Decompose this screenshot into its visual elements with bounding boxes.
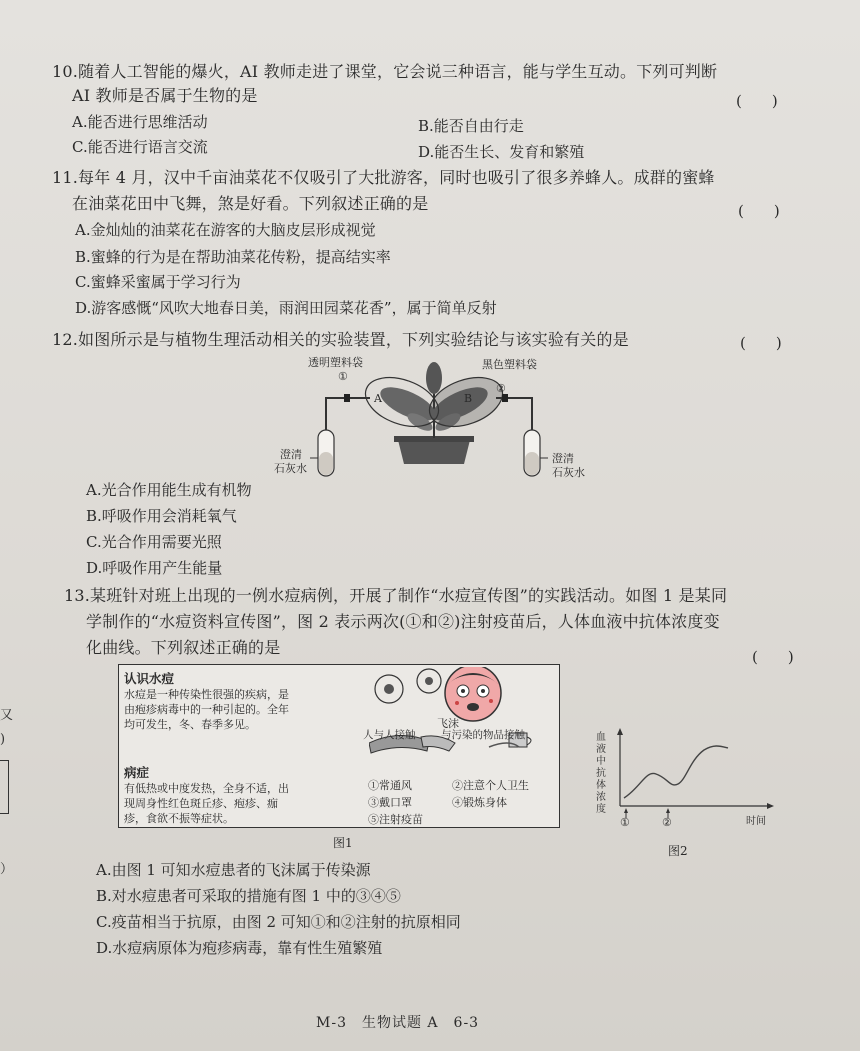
fig1-symptom-line1: 有低热或中度发热，全身不适，出 xyxy=(124,782,289,795)
q10-option-a[interactable]: A.能否进行思维活动 xyxy=(72,113,208,131)
q13-stem-line2: 学制作的“水痘资料宣传图”，图 2 表示两次(①和②)注射疫苗后，人体血液中抗体浓度变 xyxy=(86,612,720,631)
fig1-illustration xyxy=(369,667,555,771)
q12-answer-paren[interactable]: ( ) xyxy=(740,334,782,352)
q11-option-d[interactable]: D.游客感慨“风吹大地春日美，雨润田园菜花香”，属于简单反射 xyxy=(75,299,497,317)
q11-option-c[interactable]: C.蜜蜂采蜜属于学习行为 xyxy=(75,273,241,291)
left-tube xyxy=(326,398,370,432)
edge-mark-1: 又 xyxy=(0,708,14,723)
fig2-xlabel: 时间 xyxy=(746,816,766,827)
label-leaf-a: A xyxy=(374,392,382,405)
q12-stem: 12.如图所示是与植物生理活动相关的实验装置，下列实验结论与该实验有关的是 xyxy=(52,330,629,349)
label-valve-1: ① xyxy=(338,370,348,383)
q13-option-c[interactable]: C.疫苗相当于抗原，由图 2 可知①和②注射的抗原相同 xyxy=(96,913,461,931)
fig1-measure-1: ①常通风 xyxy=(368,779,412,792)
fig2-caption: 图2 xyxy=(668,844,688,858)
apparatus-diagram xyxy=(270,354,600,480)
fig1-symptom-line3: 疹，食欲不振等症状。 xyxy=(124,812,234,825)
edge-mark-2: ) xyxy=(0,732,6,747)
q13-stem-line1: 13.某班针对班上出现的一例水痘病例，开展了制作“水痘宣传图”的实践活动。如图 1 是某同 xyxy=(64,586,728,605)
fig1-symptom-line2: 现周身性红色斑丘疹、疱疹、痂 xyxy=(124,797,278,810)
fig1-text-line3: 均可发生，冬、春季多见。 xyxy=(124,718,256,731)
fig1-measure-3: ③戴口罩 xyxy=(368,796,412,809)
q10-stem-line1: 10.随着人工智能的爆火，AI 教师走进了课堂，它会说三种语言，能与学生互动。下列可判断 xyxy=(52,62,718,81)
label-black-bag: 黑色塑料袋 xyxy=(482,358,537,371)
q13-option-b[interactable]: B.对水痘患者可采取的措施有图 1 中的③④⑤ xyxy=(96,887,401,905)
edge-box xyxy=(0,760,9,814)
antibody-curve xyxy=(624,746,728,798)
label-lime-right-1: 澄清 xyxy=(552,452,574,465)
right-tube xyxy=(496,398,532,432)
q11-stem-line1: 11.每年 4 月，汉中千亩油菜花不仅吸引了大批游客，同时也吸引了很多养蜂人。成群的蜜蜂 xyxy=(52,168,715,187)
label-lime-right-2: 石灰水 xyxy=(552,466,585,479)
label-lime-left-2: 石灰水 xyxy=(274,462,307,475)
fig1-label-spray: 飞沫 xyxy=(437,717,459,730)
q13-answer-paren[interactable]: ( ) xyxy=(752,648,794,666)
fig1-label-contact: 人与人接触 xyxy=(363,729,416,741)
q10-option-c[interactable]: C.能否进行语言交流 xyxy=(72,138,208,156)
q11-stem-line2: 在油菜花田中飞舞，煞是好看。下列叙述正确的是 xyxy=(72,194,429,213)
q13-stem-line3: 化曲线。下列叙述正确的是 xyxy=(86,638,281,657)
q11-answer-paren[interactable]: ( ) xyxy=(738,202,780,220)
fig1-title-know: 认识水痘 xyxy=(124,671,175,686)
q12-apparatus-figure xyxy=(270,354,600,480)
page-footer: M-3 生物试题 A 6-3 xyxy=(316,1015,480,1031)
q10-stem-line2: AI 教师是否属于生物的是 xyxy=(72,86,258,105)
fig1-measure-5: ⑤注射疫苗 xyxy=(368,813,423,826)
q10-answer-paren[interactable]: ( ) xyxy=(736,92,778,110)
q11-option-a[interactable]: A.金灿灿的油菜花在游客的大脑皮层形成视觉 xyxy=(75,221,376,239)
top-leaf xyxy=(426,362,442,394)
label-clear-bag: 透明塑料袋 xyxy=(308,356,363,369)
q13-figure-1 xyxy=(118,664,560,828)
label-valve-2: ② xyxy=(496,382,506,395)
fig1-title-symptoms: 病症 xyxy=(124,765,150,780)
q12-option-c[interactable]: C.光合作用需要光照 xyxy=(86,533,222,551)
sick-face-icon xyxy=(445,667,501,721)
q13-option-a[interactable]: A.由图 1 可知水痘患者的飞沫属于传染源 xyxy=(96,861,371,879)
valve-1 xyxy=(344,394,350,402)
label-lime-left-1: 澄清 xyxy=(280,448,302,461)
fig1-text-line1: 水痘是一种传染性很强的疾病，是 xyxy=(124,688,289,701)
fig2-mark-1: ① xyxy=(620,816,630,829)
fig2-mark-2: ② xyxy=(662,816,672,829)
fig2-ylabel: 血液中抗体浓度 xyxy=(596,732,606,815)
q10-option-d[interactable]: D.能否生长、发育和繁殖 xyxy=(418,143,585,161)
q12-option-b[interactable]: B.呼吸作用会消耗氧气 xyxy=(86,507,237,525)
fig1-label-objects: 与污染的物品接触 xyxy=(441,729,525,741)
fig1-caption: 图1 xyxy=(333,836,353,850)
label-leaf-b: B xyxy=(464,392,473,405)
q12-option-a[interactable]: A.光合作用能生成有机物 xyxy=(86,481,252,499)
q13-option-d[interactable]: D.水痘病原体为疱疹病毒，靠有性生殖繁殖 xyxy=(96,939,383,957)
q12-option-d[interactable]: D.呼吸作用产生能量 xyxy=(86,559,223,577)
flower-pot xyxy=(398,440,470,464)
edge-mark-3: ） xyxy=(0,862,14,877)
q13-figure-2 xyxy=(590,726,780,836)
fig1-text-line2: 由疱疹病毒中的一种引起的。全年 xyxy=(124,703,289,716)
q10-option-b[interactable]: B.能否自由行走 xyxy=(418,117,524,135)
fig1-measure-2: ②注意个人卫生 xyxy=(452,779,529,792)
q11-option-b[interactable]: B.蜜蜂的行为是在帮助油菜花传粉，提高结实率 xyxy=(75,248,391,266)
valve-2 xyxy=(502,394,508,402)
fig1-measure-4: ④锻炼身体 xyxy=(452,796,507,809)
